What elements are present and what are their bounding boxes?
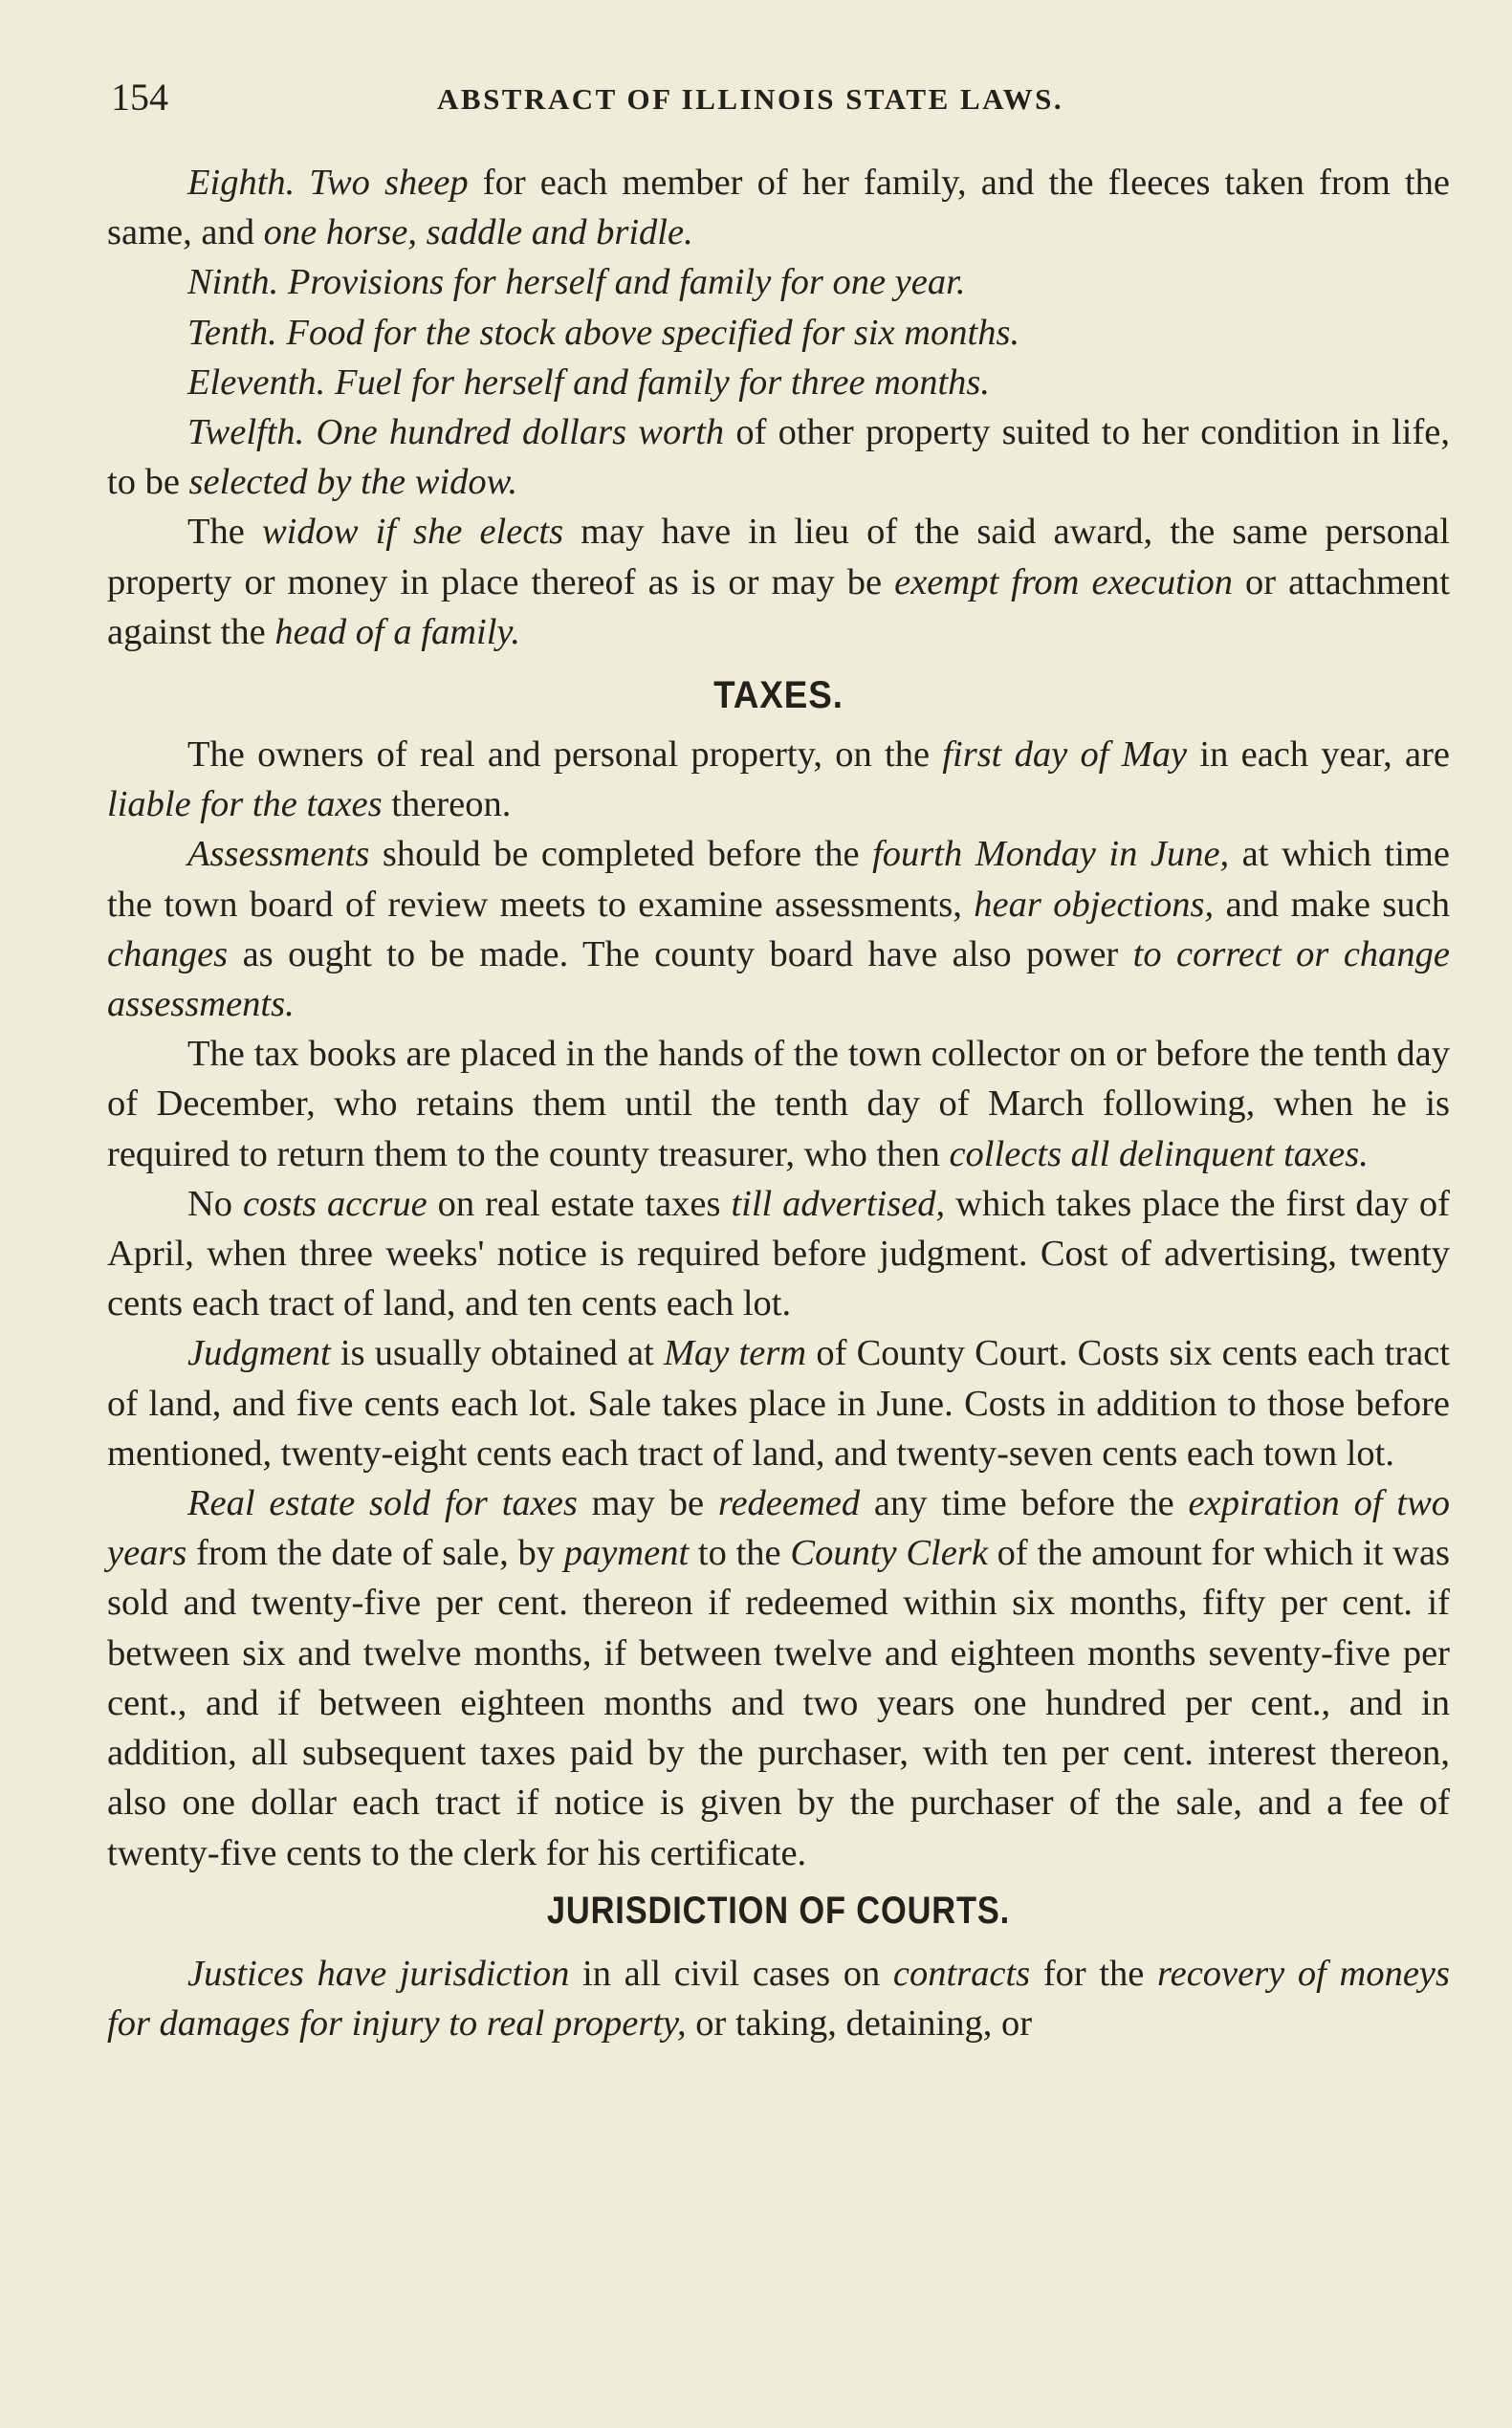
text: from the date of sale, by — [186, 1533, 564, 1574]
emphasis: One hundred dollars worth — [316, 412, 725, 453]
text: or taking, detaining, or — [686, 2002, 1033, 2044]
item-label: Eighth. — [187, 163, 296, 203]
emphasis: widow if she elects — [261, 512, 564, 553]
emphasis: one horse, saddle and bridle. — [263, 212, 693, 253]
text: for each member of her family, and the fleeces taken from the same, and — [107, 163, 1450, 253]
paragraph-ninth — [107, 257, 1450, 307]
text: thereon. — [382, 784, 512, 825]
emphasis: Provisions for herself and family for one year. — [287, 262, 966, 303]
paragraph-taxes-costs — [107, 1179, 1450, 1329]
paragraph-taxes-redemption — [107, 1478, 1450, 1878]
emphasis: first day of May — [942, 734, 1188, 776]
text: The — [187, 512, 262, 553]
emphasis: collects all delinquent taxes. — [949, 1133, 1369, 1174]
emphasis: fourth Monday in June, — [872, 834, 1230, 875]
paragraph-taxes-owners — [107, 730, 1450, 829]
text: of the amount for which it was sold and twenty-five per cent. thereon if redeemed within six months, fifty per cent. if between six and twelve months, if between twelve and eighteen months seventy-five per cent., and if between eighteen months and two years one hundred per cent., and in addition, all subsequent taxes paid by the purchaser, with ten per cent. interest thereon, also one dollar each tract if notice is given by the purchaser of the sale, and a fee of twenty-five cents to the clerk for his certificate. — [107, 1533, 1451, 1873]
text: any time before the — [860, 1483, 1189, 1524]
paragraph-taxes-judgment — [107, 1328, 1450, 1478]
emphasis: County Clerk — [790, 1533, 988, 1574]
paragraph-taxes-books — [107, 1029, 1450, 1179]
page-header — [107, 75, 1446, 122]
text: or attachment against the — [107, 561, 1450, 652]
page-body — [107, 158, 1450, 2048]
text: The tax books are placed in the hands of the town collector on or before the tenth day of December, who retains them until the tenth day of March following, when he is required to return them to the county treasurer, who then — [107, 1034, 1450, 1174]
running-title: ABSTRACT OF ILLINOIS STATE LAWS. — [437, 82, 1064, 116]
text: to the — [689, 1533, 791, 1574]
emphasis: Justices have jurisdiction — [187, 1953, 570, 1994]
emphasis: liable for the taxes — [107, 784, 383, 825]
emphasis: expiration of two years — [107, 1483, 1450, 1574]
paragraph-taxes-assessments — [107, 829, 1450, 1029]
paragraph-courts-justices — [107, 1949, 1450, 2048]
emphasis: selected by the widow. — [188, 462, 518, 503]
section-heading-taxes: TAXES. — [713, 674, 844, 717]
text: as ought to be made. The county board have also power — [228, 933, 1133, 974]
emphasis: Fuel for herself and family for three months. — [334, 361, 991, 403]
emphasis: hear objections, — [974, 884, 1215, 925]
emphasis: changes — [107, 933, 229, 974]
page-number: 154 — [111, 76, 168, 119]
text: in all civil cases on — [569, 1953, 893, 1994]
text: The owners of real and personal property, on the — [187, 734, 943, 776]
emphasis: costs accrue — [243, 1183, 427, 1224]
emphasis: redeemed — [717, 1483, 861, 1524]
text: which takes place the first day of April, when three weeks' notice is required before judgment. Cost of advertising, twenty cents each tract of land, and ten cents each lot. — [107, 1183, 1450, 1324]
item-label: Ninth. — [187, 262, 279, 303]
emphasis: exempt from execution — [894, 561, 1233, 602]
text: for the — [1030, 1953, 1158, 1994]
text: and make such — [1214, 884, 1450, 925]
emphasis: Food for the stock above specified for six months. — [286, 312, 1020, 353]
text: in each year, are — [1187, 734, 1450, 776]
text: No — [187, 1183, 244, 1224]
paragraph-eleventh — [107, 358, 1450, 407]
text: of County Court. Costs six cents each tract of land, and five cents each lot. Sale takes place in June. Costs in addition to those before mentioned, twenty-eight cents each tract of land, and twenty-seven cents each town lot. — [107, 1333, 1451, 1474]
paragraph-twelfth — [107, 407, 1450, 507]
item-label: Tenth. — [187, 312, 277, 353]
emphasis: head of a family. — [274, 611, 520, 652]
text: may have in lieu of the said award, the same personal property or money in place thereof as is or may be — [107, 512, 1450, 602]
emphasis: contracts — [892, 1953, 1031, 1994]
emphasis: recovery of moneys for damages for injury to real property, — [107, 1953, 1450, 2044]
paragraph-tenth — [107, 308, 1450, 358]
section-heading-jurisdiction: JURISDICTION OF COURTS. — [546, 1889, 1011, 1932]
emphasis: Real estate sold for taxes — [187, 1483, 578, 1524]
text: may be — [577, 1483, 718, 1524]
emphasis: Assessments — [187, 834, 370, 875]
text: of other property suited to her condition in life, to be — [107, 412, 1450, 503]
text: is usually obtained at — [330, 1333, 664, 1374]
text: on real estate taxes — [427, 1183, 732, 1224]
paragraph-eighth — [107, 158, 1450, 257]
item-label: Twelfth. — [187, 412, 305, 453]
emphasis: Two sheep — [309, 163, 469, 203]
emphasis: May term — [663, 1333, 807, 1374]
emphasis: Judgment — [187, 1333, 331, 1374]
emphasis: till advertised, — [731, 1183, 946, 1224]
text: should be completed before the — [369, 834, 873, 875]
emphasis: payment — [563, 1533, 690, 1574]
emphasis: to correct or change assessments. — [107, 933, 1450, 1025]
paragraph-widow — [107, 507, 1450, 657]
item-label: Eleventh. — [187, 361, 326, 403]
text: at which time the town board of review meets to examine assessments, — [107, 834, 1450, 925]
